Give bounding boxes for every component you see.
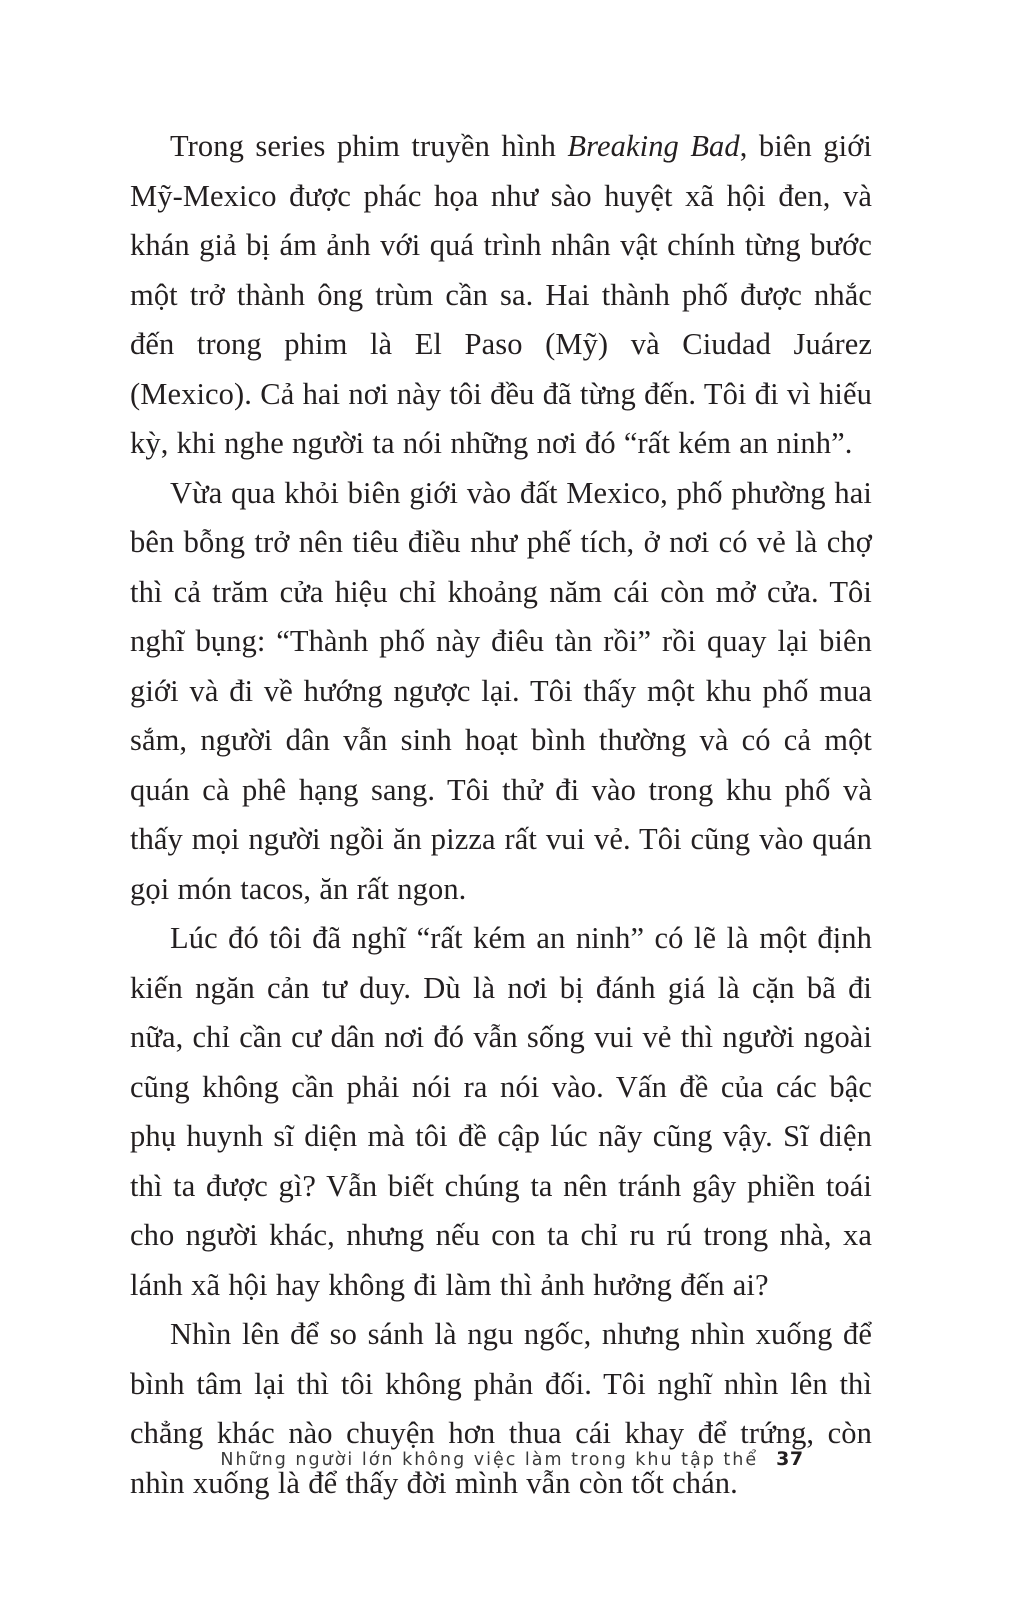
body-text [130, 122, 872, 1508]
running-footer-title: Những người lớn không việc làm trong khu tập thể [220, 1450, 759, 1470]
paragraph-4: Nhìn lên để so sánh là ngu ngốc, nhưng nhìn xuống để bình tâm lại thì tôi không phản đối. Tôi nghĩ nhìn lên thì chẳng khác nào chuyện hơn thua cái khay để trứng, còn nhìn xuống là để thấy đời mình vẫn còn tốt chán. [130, 1317, 872, 1500]
italic-title: Breaking Bad [567, 129, 740, 163]
paragraph-3: Lúc đó tôi đã nghĩ “rất kém an ninh” có lẽ là một định kiến ngăn cản tư duy. Dù là nơi bị đánh giá là cặn bã đi nữa, chỉ cần cư dân nơi đó vẫn sống vui vẻ thì người ngoài cũng không cần phải nói ra nói vào. Vấn đề của các bậc phụ huynh sĩ diện mà tôi đề cập lúc nãy cũng vậy. Sĩ diện thì ta được gì? Vẫn biết chúng ta nên tránh gây phiền toái cho người khác, nhưng nếu con ta chỉ ru rú trong nhà, xa lánh xã hội hay không đi làm thì ảnh hưởng đến ai? [130, 921, 872, 1302]
page-footer [130, 1448, 894, 1470]
page-number: 37 [776, 1448, 804, 1470]
paragraph-1: Trong series phim truyền hình Breaking Bad, biên giới Mỹ-Mexico được phác họa như sào huyệt xã hội đen, và khán giả bị ám ảnh với quá trình nhân vật chính từng bước một trở thành ông trùm cần sa. Hai thành phố được nhắc đến trong phim là El Paso (Mỹ) và Ciudad Juárez (Mexico). Cả hai nơi này tôi đều đã từng đến. Tôi đi vì hiếu kỳ, khi nghe người ta nói những nơi đó “rất kém an ninh”. [130, 129, 872, 460]
paragraph-2: Vừa qua khỏi biên giới vào đất Mexico, phố phường hai bên bỗng trở nên tiêu điều như phế tích, ở nơi có vẻ là chợ thì cả trăm cửa hiệu chỉ khoảng năm cái còn mở cửa. Tôi nghĩ bụng: “Thành phố này điêu tàn rồi” rồi quay lại biên giới và đi về hướng ngược lại. Tôi thấy một khu phố mua sắm, người dân vẫn sinh hoạt bình thường và có cả một quán cà phê hạng sang. Tôi thử đi vào trong khu phố và thấy mọi người ngồi ăn pizza rất vui vẻ. Tôi cũng vào quán gọi món tacos, ăn rất ngon. [130, 475, 872, 906]
